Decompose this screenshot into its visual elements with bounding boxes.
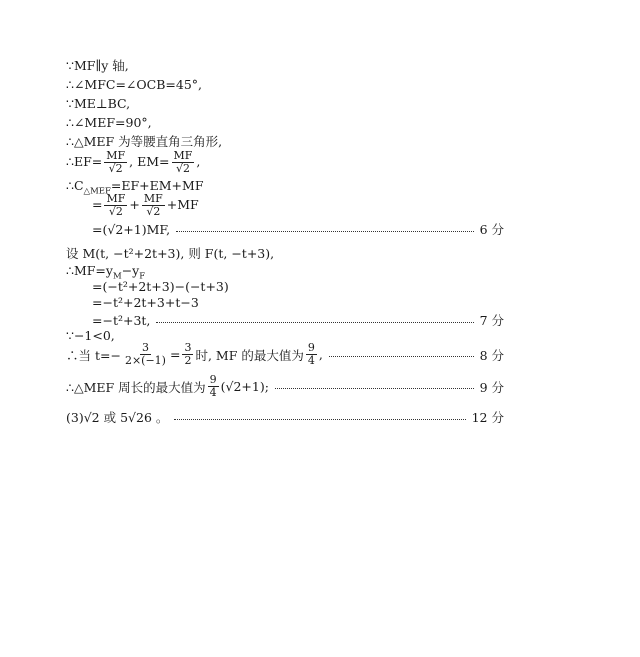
line-17: ∴△MEF 周长的最大值为 $\frac{9}{4}$ (√2+1); 9 分 <box>66 373 504 399</box>
line-10: 设 M(t, −t²+2t+3), 则 F(t, −t+3), <box>66 246 275 261</box>
line-7: $\therefore C_{\triangle MEF}=EF+EM+MF$ <box>66 178 204 197</box>
line-6: ∴EF= $\frac{MF}{√2}$ , EM= $\frac{MF}{√2}$ , <box>66 149 201 175</box>
line-15: ∵−1<0, <box>66 328 115 343</box>
line-16: ∴当 t=− $\frac{3}{2\times(-1)}$ = $\frac{3}{2}$ 时, MF 的最大值为 $\frac{9}{4}$ , 8 分 <box>66 341 504 367</box>
line-5: ∴△MEF 为等腰直角三角形, <box>66 134 223 149</box>
line-1: ∵MF∥y 轴, <box>66 58 129 73</box>
line-3: ∵ME⊥BC, <box>66 96 131 111</box>
line-12: =(−t²+2t+3)−(−t+3) <box>92 279 229 294</box>
line-8: = $\frac{MF}{√2}$ + $\frac{MF}{√2}$ +MF <box>92 192 199 218</box>
line-13: =−t²+2t+3+t−3 <box>92 295 199 310</box>
line-18: (3)√2 或 5√26 。 12 分 <box>66 410 504 425</box>
line-11: $\therefore MF=y_M-y_F$ <box>66 263 146 282</box>
line-9: =(√2+1)MF, 6 分 <box>92 221 504 237</box>
line-14: =−t²+3t, 7 分 <box>92 312 504 328</box>
line-2: ∴∠MFC=∠OCB=45°, <box>66 77 203 92</box>
line-4: ∴∠MEF=90°, <box>66 115 152 130</box>
